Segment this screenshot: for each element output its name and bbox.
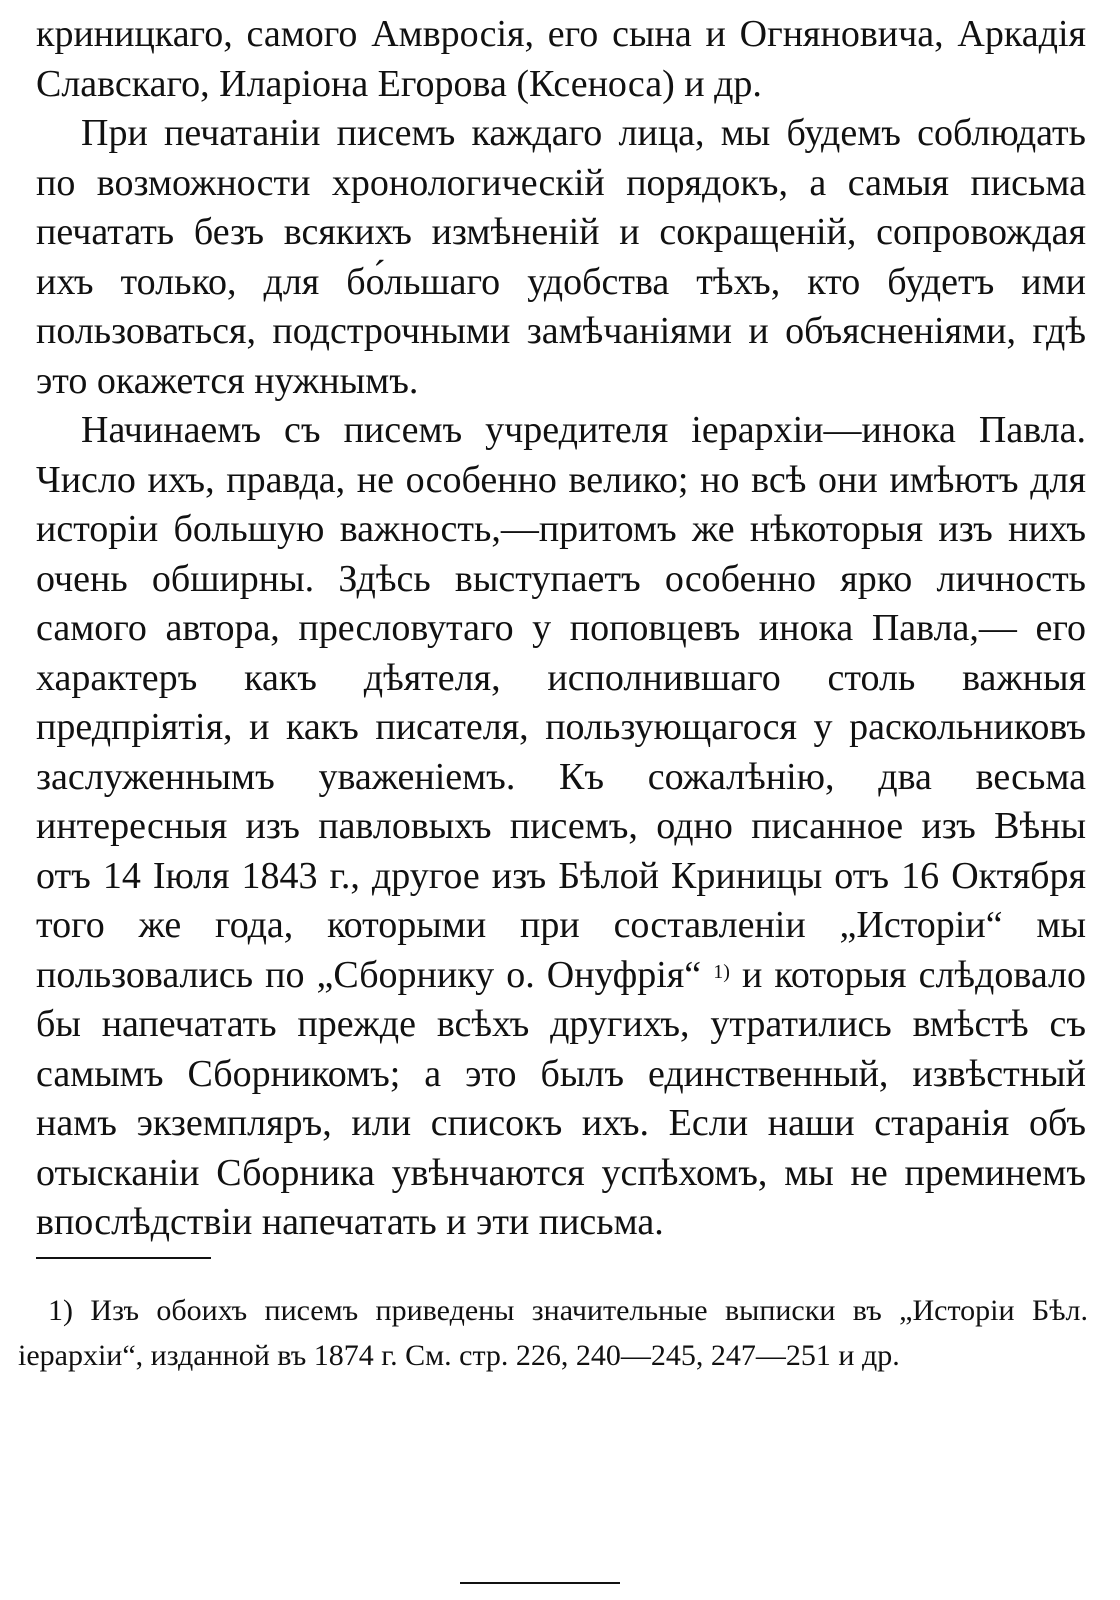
paragraph-continued: криницкаго, самого Амвросія, его сына и Огняновича, Аркадія Славскаго, Иларіона Егорова (Ксеноса) и др.	[36, 13, 1086, 105]
footnote-reference: 1)	[713, 960, 730, 983]
page-end-rule	[460, 1582, 620, 1584]
paragraph-printing-order: При печатаніи писемъ каждаго лица, мы будемъ соблюдать по возможности хронологическій порядокъ, а самыя письма печатать безъ всякихъ измѣненій и сокращеній, сопровождая ихъ только, для бо́льшаго удобства тѣхъ, кто будетъ ими пользоваться, подстрочными замѣчаніями и объясненіями, гдѣ это окажется нужнымъ.	[36, 112, 1086, 402]
paragraph-pavel-letters-text: Начинаемъ съ писемъ учредителя іерархіи—инока Павла. Число ихъ, правда, не особенно велико; но всѣ они имѣютъ для исторіи большую важность,—притомъ же нѣкоторыя изъ нихъ очень обширны. Здѣсь выступаетъ особенно ярко личность самого автора, пресловутаго у поповцевъ инока Павла,— его характеръ какъ дѣятеля, исполнившаго столь важныя предпріятія, и какъ писателя, пользующагося у раскольниковъ заслуженнымъ уваженіемъ. Къ сожалѣнію, два весьма интересныя изъ павловыхъ писемъ, одно писанное изъ Вѣны отъ 14 Іюля 1843 г., другое изъ Бѣлой Криницы отъ 16 Октября того же года, которыми при составленіи „Исторіи“ мы пользовались по „Сборнику о. Онуфрія“	[36, 409, 1086, 996]
footnote-marker: 1)	[48, 1294, 73, 1327]
footnote	[18, 1288, 1088, 1378]
footnote-paragraph	[18, 1288, 1088, 1378]
footnote-text: Изъ обоихъ писемъ приведены значительные выписки въ „Исторіи Бѣл. іерархіи“, изданной въ 1874 г. См. стр. 226, 240—245, 247—251 и др.	[18, 1294, 1088, 1372]
main-text	[36, 10, 1086, 1248]
paragraph-pavel-letters	[36, 406, 1086, 1248]
footnote-divider	[36, 1257, 211, 1259]
paragraph-pavel-letters-continued: и которыя слѣдовало бы напечатать прежде всѣхъ другихъ, утратились вмѣстѣ съ самымъ Сборникомъ; а это былъ единственный, извѣстный намъ экземпляръ, или списокъ ихъ. Если наши старанія объ отысканіи Сборника увѣнчаются успѣхомъ, мы не преминемъ впослѣдствіи напечатать и эти письма.	[36, 953, 1086, 1243]
